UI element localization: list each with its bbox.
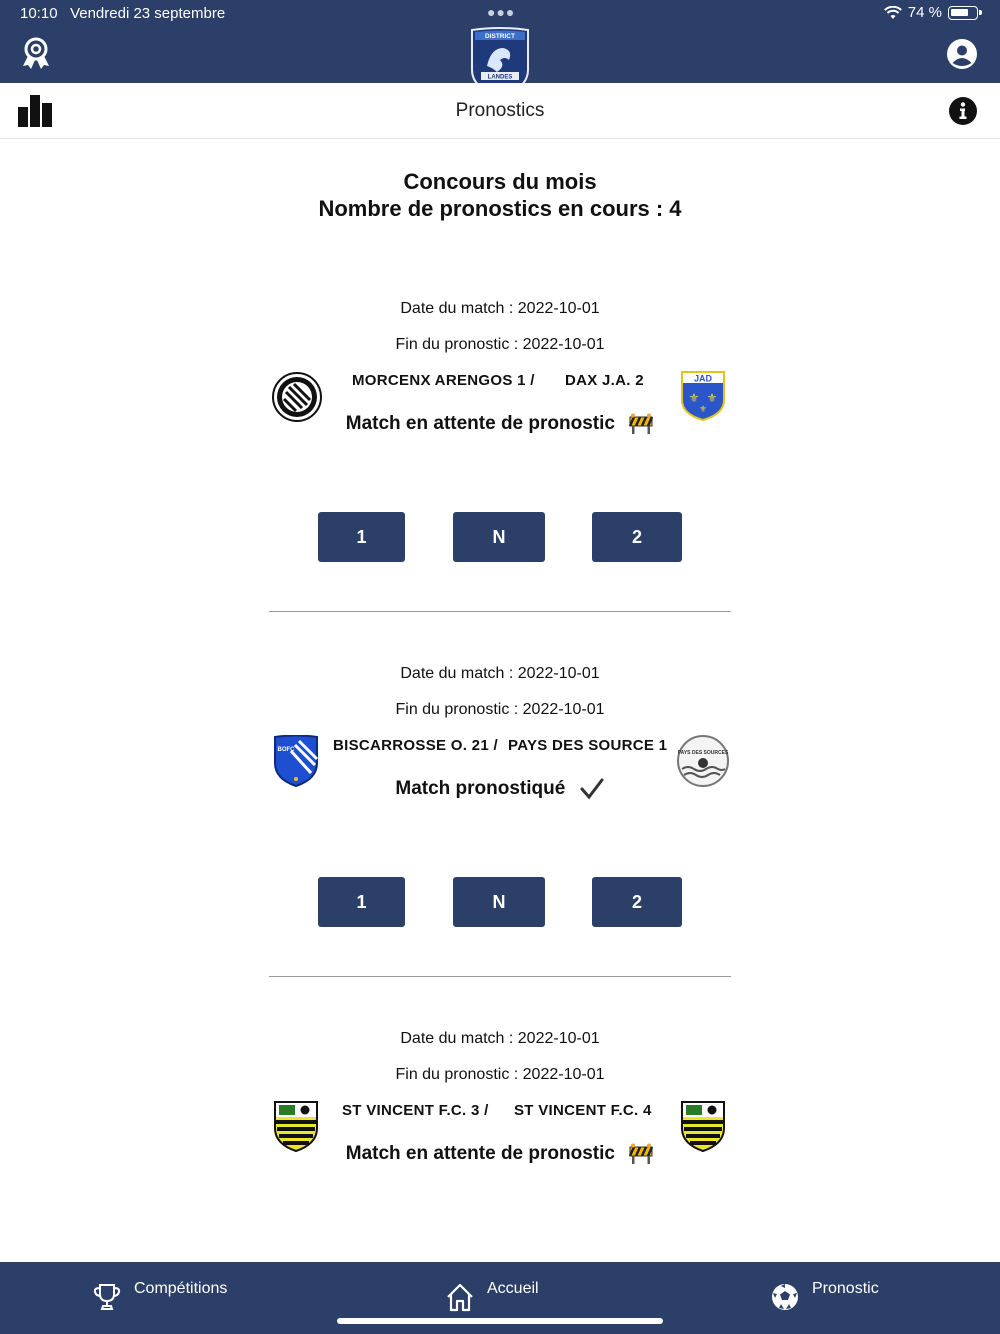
predict-draw-button[interactable]: N bbox=[453, 512, 545, 562]
svg-text:DISTRICT: DISTRICT bbox=[485, 33, 515, 40]
predict-home-win-button[interactable]: 1 bbox=[318, 877, 405, 927]
nav-home-label: Accueil bbox=[487, 1280, 539, 1297]
multitasking-dots-icon[interactable]: ●●● bbox=[487, 4, 516, 20]
predict-away-win-button[interactable]: 2 bbox=[592, 512, 682, 562]
svg-text:⚜: ⚜ bbox=[688, 391, 700, 405]
predict-away-win-button[interactable]: 2 bbox=[592, 877, 682, 927]
home-team: ST VINCENT F.C. 3 / bbox=[342, 1102, 489, 1119]
match-status bbox=[0, 413, 1000, 435]
sub-header bbox=[0, 83, 1000, 139]
trophy-icon bbox=[92, 1282, 122, 1312]
nav-pronostic[interactable] bbox=[770, 1280, 879, 1312]
away-team: PAYS DES SOURCE 1 bbox=[508, 737, 668, 754]
away-team: DAX J.A. 2 bbox=[565, 372, 644, 389]
match-date: Date du match : 2022-10-01 bbox=[400, 1030, 600, 1047]
home-team: MORCENX ARENGOS 1 / bbox=[352, 372, 535, 389]
match-status-text: Match en attente de pronostic bbox=[345, 1143, 615, 1165]
soccer-ball-icon bbox=[770, 1282, 800, 1312]
battery-icon bbox=[948, 6, 978, 20]
match-divider bbox=[269, 611, 731, 612]
battery-percent: 74 % bbox=[907, 4, 942, 21]
nav-pronostic-label: Pronostic bbox=[812, 1280, 879, 1297]
home-indicator[interactable] bbox=[337, 1318, 663, 1324]
bottom-navigation bbox=[0, 1262, 1000, 1334]
battery-fill bbox=[951, 9, 968, 16]
prediction-end-date: Fin du pronostic : 2022-10-01 bbox=[395, 336, 605, 353]
status-time: 10:10 Vendredi 23 septembre bbox=[20, 5, 226, 22]
nav-home[interactable] bbox=[445, 1280, 539, 1312]
svg-text:⚜: ⚜ bbox=[706, 391, 718, 405]
prediction-end-date: Fin du pronostic : 2022-10-01 bbox=[395, 1066, 605, 1083]
match-card bbox=[0, 300, 1000, 570]
home-icon bbox=[445, 1282, 475, 1312]
svg-text:JAD: JAD bbox=[693, 373, 713, 384]
page-title: Pronostics bbox=[455, 100, 545, 121]
svg-text:LANDES: LANDES bbox=[487, 74, 513, 81]
svg-text:BOFC: BOFC bbox=[277, 747, 295, 753]
predict-home-win-button[interactable]: 1 bbox=[318, 512, 405, 562]
contest-title: Concours du mois bbox=[403, 169, 597, 194]
wifi-icon bbox=[884, 6, 902, 20]
away-team: ST VINCENT F.C. 4 bbox=[514, 1102, 652, 1119]
match-date: Date du match : 2022-10-01 bbox=[400, 665, 600, 682]
construction-icon bbox=[628, 1143, 654, 1165]
construction-icon bbox=[628, 413, 654, 435]
check-icon bbox=[579, 778, 605, 800]
predict-draw-button[interactable]: N bbox=[453, 877, 545, 927]
account-icon[interactable] bbox=[946, 38, 978, 70]
match-date: Date du match : 2022-10-01 bbox=[400, 300, 600, 317]
contest-headline bbox=[0, 168, 1000, 222]
nav-competitions[interactable] bbox=[92, 1280, 227, 1312]
award-icon[interactable] bbox=[18, 36, 54, 72]
match-card bbox=[0, 665, 1000, 935]
status-indicators bbox=[884, 4, 978, 21]
match-card bbox=[0, 1030, 1000, 1200]
info-icon[interactable] bbox=[949, 97, 977, 125]
match-divider bbox=[269, 976, 731, 977]
svg-text:PAYS DES SOURCES: PAYS DES SOURCES bbox=[677, 750, 729, 756]
nav-competitions-label: Compétitions bbox=[134, 1280, 228, 1297]
svg-text:⚜: ⚜ bbox=[698, 405, 708, 415]
home-team: BISCARROSSE O. 21 / bbox=[333, 737, 498, 754]
match-status-text: Match en attente de pronostic bbox=[345, 413, 615, 435]
match-status bbox=[0, 778, 1000, 800]
match-status-text: Match pronostiqué bbox=[395, 778, 566, 800]
prediction-end-date: Fin du pronostic : 2022-10-01 bbox=[395, 701, 605, 718]
match-status bbox=[0, 1143, 1000, 1165]
predictions-count: Nombre de pronostics en cours : 4 bbox=[318, 196, 682, 221]
